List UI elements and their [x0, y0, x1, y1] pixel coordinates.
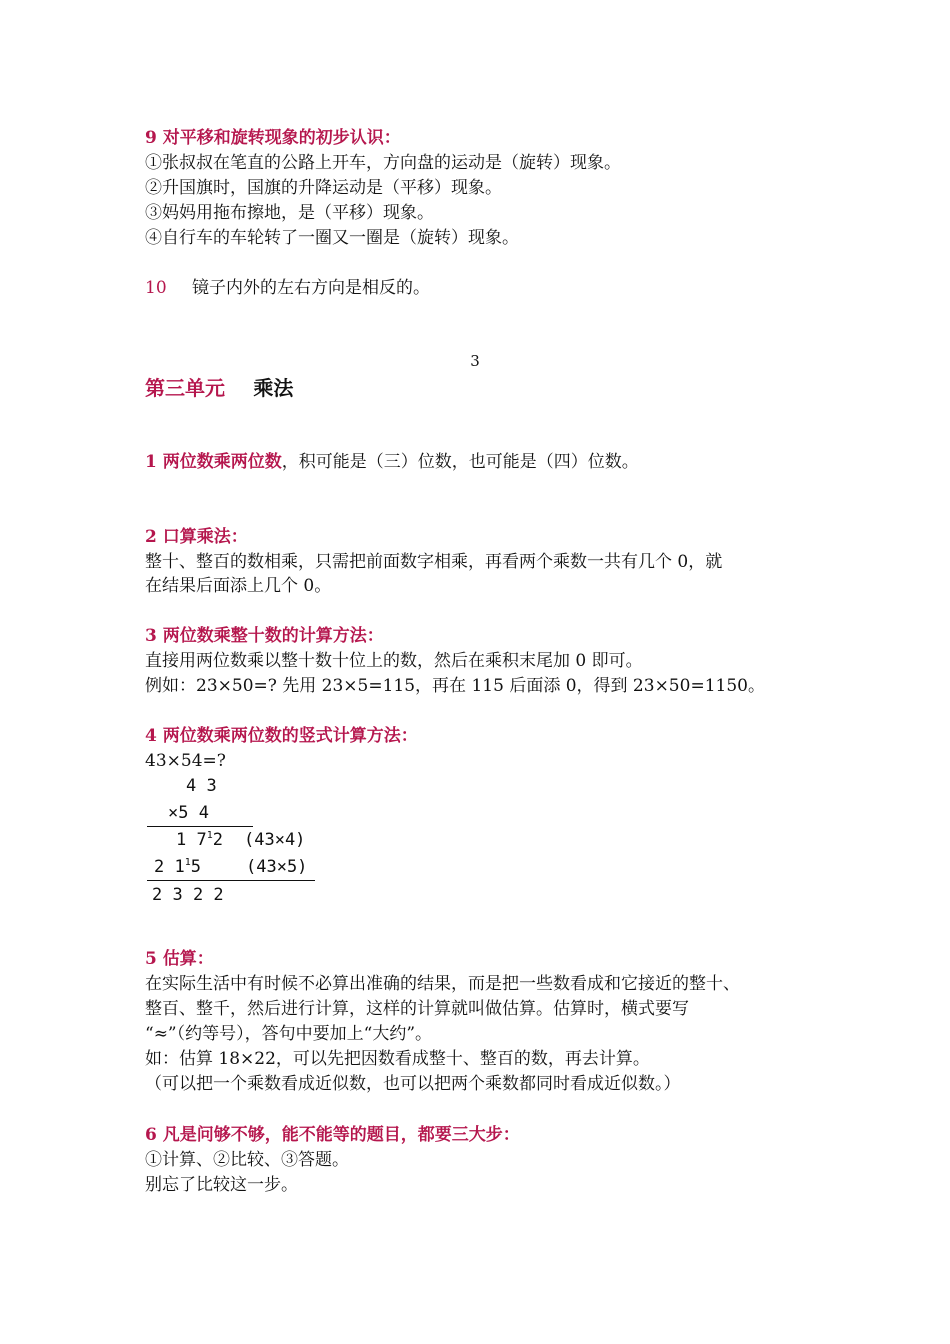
- partial-product-2-note: (43×5): [246, 857, 308, 877]
- paragraph-line: “≈”（约等号），答句中要加上“大约”。: [145, 1024, 433, 1044]
- point-5-heading: 5 估算：: [145, 949, 214, 969]
- unit-title: 第三单元: [145, 376, 225, 400]
- section-10-number: 10: [145, 278, 167, 298]
- list-item: ②升国旗时，国旗的升降运动是（平移）现象。: [145, 178, 502, 198]
- partial-product-1: 1 7: [176, 830, 207, 850]
- vertical-row-1: 4 3: [186, 776, 217, 796]
- partial-product-2-last: 5: [190, 857, 201, 877]
- vertical-row-2: ×5 4: [168, 803, 209, 823]
- point-2-heading: 2 口算乘法：: [145, 527, 248, 547]
- vertical-row-4: [154, 855, 201, 882]
- paragraph-line: 直接用两位数乘以整十数十位上的数，然后在乘积末尾加 0 即可。: [145, 651, 643, 671]
- partial-product-1-last: 2: [212, 830, 223, 850]
- paragraph-line: 整十、整百的数相乘，只需把前面数字相乘，再看两个乘数一共有几个 0，就: [145, 552, 723, 572]
- point-3-heading: 3 两位数乘整十数的计算方法：: [145, 626, 384, 646]
- paragraph-line: 例如：23×50=? 先用 23×5=115，再在 115 后面添 0，得到 23×50=1150。: [145, 676, 765, 696]
- paragraph-line: 别忘了比较这一步。: [145, 1175, 298, 1195]
- paragraph-line: 整百、整千，然后进行计算，这样的计算就叫做估算。估算时，横式要写: [145, 999, 689, 1019]
- paragraph-line: （可以把一个乘数看成近似数，也可以把两个乘数都同时看成近似数。）: [145, 1074, 681, 1094]
- paragraph-line: 如：估算 18×22，可以先把因数看成整十、整百的数，再去计算。: [145, 1049, 650, 1069]
- point-1-text: ，积可能是（三）位数，也可能是（四）位数。: [281, 452, 639, 472]
- paragraph-line: 在结果后面添上几个 0。: [145, 576, 332, 596]
- section-10: [145, 276, 430, 300]
- point-1: [145, 450, 639, 474]
- point-4-heading: 4 两位数乘两位数的竖式计算方法：: [145, 726, 418, 746]
- vertical-rule-2: [147, 880, 315, 881]
- carry-digit: 1: [206, 830, 213, 841]
- carry-digit: 1: [184, 857, 191, 868]
- paragraph-line: 在实际生活中有时候不必算出准确的结果，而是把一些数看成和它接近的整十、: [145, 974, 740, 994]
- partial-product-1-note: (43×4): [244, 830, 306, 850]
- vertical-result: 2 3 2 2: [152, 885, 224, 905]
- partial-product-2: 2 1: [154, 857, 185, 877]
- unit-title-line: [145, 376, 293, 400]
- section-10-text: 镜子内外的左右方向是相反的。: [192, 278, 431, 298]
- paragraph-line: ①计算、②比较、③答题。: [145, 1150, 349, 1170]
- vertical-rule-1: [147, 826, 253, 827]
- page-number: 3: [470, 352, 480, 370]
- list-item: ④自行车的车轮转了一圈又一圈是（旋转）现象。: [145, 228, 519, 248]
- vertical-row-3: [176, 828, 223, 855]
- unit-subtitle: 乘法: [253, 376, 294, 400]
- list-item: ①张叔叔在笔直的公路上开车，方向盘的运动是（旋转）现象。: [145, 153, 621, 173]
- vertical-problem: 43×54=?: [145, 751, 226, 771]
- point-6-heading: 6 凡是问够不够，能不能等的题目，都要三大步：: [145, 1125, 520, 1145]
- list-item: ③妈妈用拖布擦地，是（平移）现象。: [145, 203, 434, 223]
- section-9-heading: 9 对平移和旋转现象的初步认识：: [145, 128, 401, 148]
- point-1-heading: 1 两位数乘两位数: [145, 452, 282, 472]
